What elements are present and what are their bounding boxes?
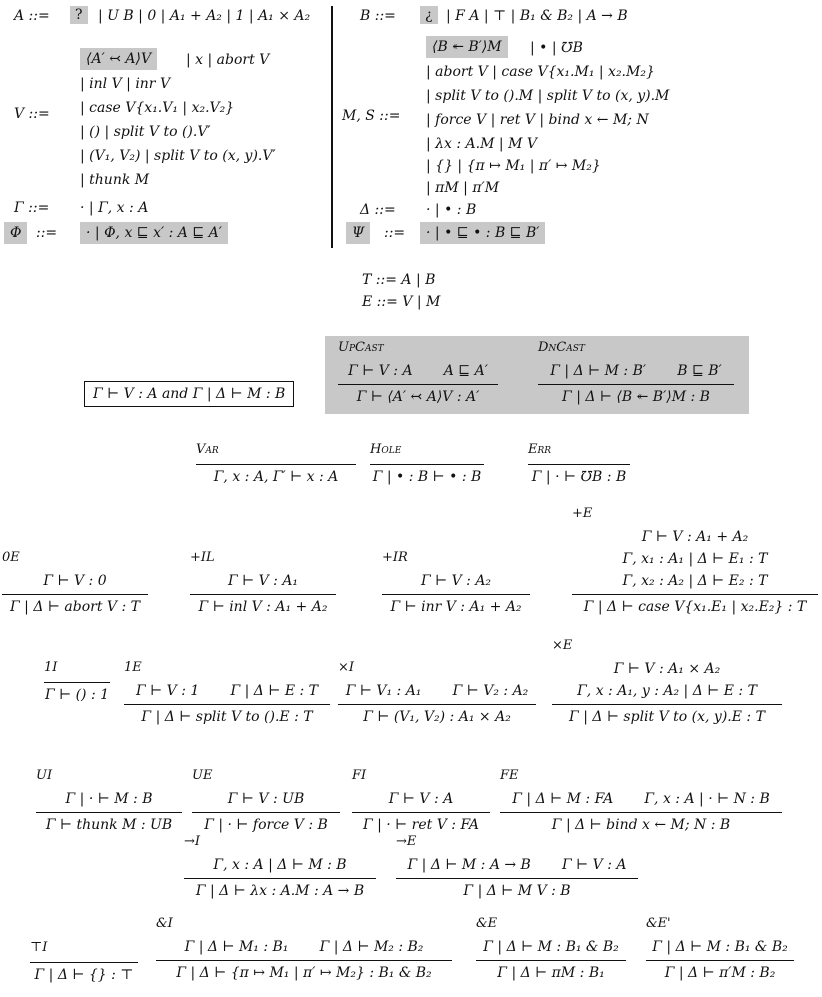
judgment-box: Γ ⊢ V : A and Γ | Δ ⊢ M : B [84,381,294,407]
rule-arrE-name: →E [396,834,417,849]
dynamic-type-hole: ? [70,6,88,24]
rule-zeroE-bar [2,594,148,595]
rule-upcast-bar [338,384,498,385]
rule-var-bar [196,464,356,465]
grammar-MS-line4: | force V | ret V | bind x ← M; N [426,112,649,128]
grammar-Psi-sep: ::= [384,225,406,241]
rule-arrI [184,834,376,901]
rule-oneI-concl: Γ ⊢ () : 1 [44,687,110,703]
rule-arrE-bar [396,878,638,879]
rule-hole [370,442,484,487]
rule-topI-concl: Γ | Δ ⊢ {} : ⊤ [34,967,134,983]
rule-dncast-concl: Γ | Δ ⊢ ⟨B ↞ B′⟩M : B [562,389,710,405]
rule-plusE-prem3: Γ, x₂ : A₂ | Δ ⊢ E₂ : T [622,573,768,589]
rule-withE2 [646,916,794,983]
rule-UE-concl: Γ | · ⊢ force V : B [204,817,328,833]
rule-oneE-name: 1E [124,660,142,675]
rule-plusE-concl: Γ | Δ ⊢ case V{x₁.E₁ | x₂.E₂} : T [583,599,807,615]
grammar-MS-line2: | abort V | case V{x₁.M₁ | x₂.M₂} [426,64,655,80]
rule-FI-bar [352,812,490,813]
rule-zeroE-name: 0E [2,550,20,565]
rule-withE-name: &E [476,916,498,931]
rule-dncast-name: DnCast [538,340,585,355]
rule-timesE-bar [552,704,782,705]
rule-topI-name: ⊤I [30,940,48,955]
rule-plusIR [382,550,530,617]
rule-timesI [338,660,536,727]
rule-withI-bar [156,960,452,961]
rule-plusIR-name: +IR [382,550,408,565]
rule-zeroE [2,550,148,617]
grammar-Gamma-lhs: Γ ::= [14,200,50,216]
rule-withE-concl: Γ | Δ ⊢ πM : B₁ [497,965,605,981]
rule-timesI-prem1: Γ ⊢ V₁ : A₁ [345,683,422,699]
grammar-V-lhs: V ::= [14,106,50,122]
rule-arrI-name: →I [184,834,201,849]
rule-timesE-name: ×E [552,638,573,653]
grammar-B-rhs: | F A | ⊤ | B₁ & B₂ | A → B [446,8,628,24]
rule-topI [30,940,138,985]
rule-zeroE-prem1: Γ ⊢ V : 0 [43,573,107,589]
rule-err-name: Err [528,442,552,457]
rule-FE-prem1: Γ | Δ ⊢ M : FA [512,791,614,807]
rule-oneI [44,660,110,705]
rule-withI [156,916,452,983]
rule-oneE [124,660,330,727]
rule-plusIL-bar [190,594,336,595]
grammar-V-line5: | (V₁, V₂) | split V to (x, y).V′ [80,148,276,164]
grammar-B-lhs: B ::= [360,8,396,24]
rule-timesE-prem1: Γ ⊢ V : A₁ × A₂ [613,661,721,677]
rule-oneI-bar [44,682,110,683]
rule-upcast [338,340,498,407]
rule-withI-prem1: Γ | Δ ⊢ M₁ : B₁ [184,939,289,955]
rule-plusE-prem2: Γ, x₁ : A₁ | Δ ⊢ E₁ : T [622,551,768,567]
rule-timesE-prem2: Γ, x : A₁, y : A₂ | Δ ⊢ E : T [577,683,757,699]
rule-withE [476,916,626,983]
rule-arrE [396,834,638,901]
rule-arrE-concl: Γ | Δ ⊢ M V : B [463,883,571,899]
grammar-MS-downcast: ⟨B ↞ B′⟩M [426,36,508,58]
rule-plusIL-prem1: Γ ⊢ V : A₁ [227,573,299,589]
rule-FE-concl: Γ | Δ ⊢ bind x ← M; N : B [551,817,731,833]
grammar-Phi-rhs: · | Φ, x ⊑ x′ : A ⊑ A′ [80,222,228,244]
rule-FI [352,768,490,835]
rule-zeroE-concl: Γ | Δ ⊢ abort V : T [10,599,140,615]
rule-UI [36,768,182,835]
rule-FE-prem2: Γ, x : A | · ⊢ N : B [644,791,770,807]
rule-arrI-prem1: Γ, x : A | Δ ⊢ M : B [213,857,347,873]
rule-upcast-prem2: A ⊑ A′ [443,363,488,379]
grammar-V-line6: | thunk M [80,172,150,188]
rule-dncast-prem2: B ⊑ B′ [677,363,722,379]
rule-withI-name: &I [156,916,173,931]
rule-var [196,442,356,487]
grammar-T: T ::= A | B [362,272,436,288]
rule-err-bar [528,464,630,465]
grammar-divider [331,6,333,248]
grammar-Phi-lhs: Φ [4,222,27,244]
rule-timesE-concl: Γ | Δ ⊢ split V to (x, y).E : T [569,709,765,725]
grammar-V-line2: | inl V | inr V [80,76,171,92]
rule-plusIR-bar [382,594,530,595]
grammar-MS-line3: | split V to ().M | split V to (x, y).M [426,88,670,104]
rule-UE-prem1: Γ ⊢ V : UB [227,791,305,807]
grammar-MS-line6: | {} | {π ↦ M₁ | π′ ↦ M₂} [426,158,601,174]
rule-plusIL [190,550,336,617]
rule-withI-concl: Γ | Δ ⊢ {π ↦ M₁ | π′ ↦ M₂} : B₁ & B₂ [176,965,432,981]
rule-arrI-bar [184,878,376,879]
rule-plusE [572,506,818,617]
rule-UE-name: UE [192,768,213,783]
rule-plusIR-prem1: Γ ⊢ V : A₂ [420,573,492,589]
rule-UE-bar [192,812,340,813]
grammar-Phi-sep: ::= [36,225,58,241]
grammar-V-upcast: ⟨A′ ↢ A⟩V [80,48,157,70]
rule-FE [500,768,782,835]
rule-UI-bar [36,812,182,813]
grammar-A-rhs: | U B | 0 | A₁ + A₂ | 1 | A₁ × A₂ [98,8,311,24]
grammar-V-line4: | () | split V to ().V′ [80,124,211,140]
rule-upcast-concl: Γ ⊢ ⟨A′ ↢ A⟩V : A′ [356,389,480,405]
rule-dncast-prem1: Γ | Δ ⊢ M : B′ [550,363,647,379]
rule-FE-bar [500,812,782,813]
rule-timesI-prem2: Γ ⊢ V₂ : A₂ [452,683,529,699]
grammar-Psi-rhs: · | • ⊑ • : B ⊑ B′ [420,222,545,244]
rule-plusIR-concl: Γ ⊢ inr V : A₁ + A₂ [390,599,522,615]
rule-FI-name: FI [352,768,367,783]
rule-hole-concl: Γ | • : B ⊢ • : B [372,469,482,485]
rule-UI-prem1: Γ | · ⊢ M : B [65,791,153,807]
rule-var-concl: Γ, x : A, Γ′ ⊢ x : A [213,469,339,485]
rule-UI-name: UI [36,768,53,783]
grammar-Delta-rhs: · | • : B [426,202,477,218]
rule-timesI-bar [338,704,536,705]
rule-oneE-prem1: Γ ⊢ V : 1 [135,683,200,699]
rule-plusE-name: +E [572,506,593,521]
rule-oneE-concl: Γ | Δ ⊢ split V to ().E : T [141,709,313,725]
rule-dncast-bar [538,384,734,385]
rule-upcast-name: UpCast [338,340,384,355]
grammar-A-lhs: A ::= [14,8,50,24]
rule-timesI-concl: Γ ⊢ (V₁, V₂) : A₁ × A₂ [363,709,511,725]
rule-hole-name: Hole [370,442,402,457]
rule-withE2-concl: Γ | Δ ⊢ π′M : B₂ [664,965,776,981]
grammar-MS-line7: | πM | π′M [426,180,500,196]
grammar-Delta-lhs: Δ ::= [360,202,396,218]
rule-upcast-prem1: Γ ⊢ V : A [348,363,413,379]
rule-var-name: Var [196,442,219,457]
rule-dncast [538,340,734,407]
rule-UI-concl: Γ ⊢ thunk M : UB [45,817,173,833]
rule-err-concl: Γ | · ⊢ ℧B : B [531,469,627,485]
rule-oneE-prem2: Γ | Δ ⊢ E : T [230,683,318,699]
rule-arrI-concl: Γ | Δ ⊢ λx : A.M : A → B [195,883,365,899]
rule-err [528,442,630,487]
rule-timesE [552,638,782,727]
grammar-Psi-lhs: Ψ [346,222,370,244]
rule-withE2-name: &E' [646,916,671,931]
grammar-MS-line1: | • | ℧B [530,40,583,56]
rule-withE2-bar [646,960,794,961]
rule-FI-concl: Γ | · ⊢ ret V : FA [362,817,480,833]
rule-withE-bar [476,960,626,961]
rule-withE2-prem1: Γ | Δ ⊢ M : B₁ & B₂ [652,939,788,955]
grammar-Gamma-rhs: · | Γ, x : A [80,200,149,216]
grammar-MS-line5: | λx : A.M | M V [426,136,537,152]
rule-withI-prem2: Γ | Δ ⊢ M₂ : B₂ [319,939,424,955]
rule-oneE-bar [124,704,330,705]
grammar-E: E ::= V | M [362,294,441,310]
rule-plusE-prem1: Γ ⊢ V : A₁ + A₂ [641,529,749,545]
grammar-V-line3: | case V{x₁.V₁ | x₂.V₂} [80,100,235,116]
dynamic-computation-type: ¿ [420,6,438,24]
rule-oneI-name: 1I [44,660,58,675]
rule-plusIL-name: +IL [190,550,215,565]
rule-arrE-prem2: Γ ⊢ V : A [562,857,627,873]
rule-topI-bar [30,962,138,963]
rule-plusE-bar [572,594,818,595]
rule-plusIL-concl: Γ ⊢ inl V : A₁ + A₂ [198,599,328,615]
rule-hole-bar [370,464,484,465]
rule-timesI-name: ×I [338,660,355,675]
grammar-MS-lhs: M, S ::= [342,108,401,124]
rule-UE [192,768,340,835]
rule-FE-name: FE [500,768,519,783]
grammar-V-line1: | x | abort V [186,52,270,68]
rule-withE-prem1: Γ | Δ ⊢ M : B₁ & B₂ [483,939,619,955]
rule-FI-prem1: Γ ⊢ V : A [388,791,454,807]
rule-arrE-prem1: Γ | Δ ⊢ M : A → B [407,857,531,873]
